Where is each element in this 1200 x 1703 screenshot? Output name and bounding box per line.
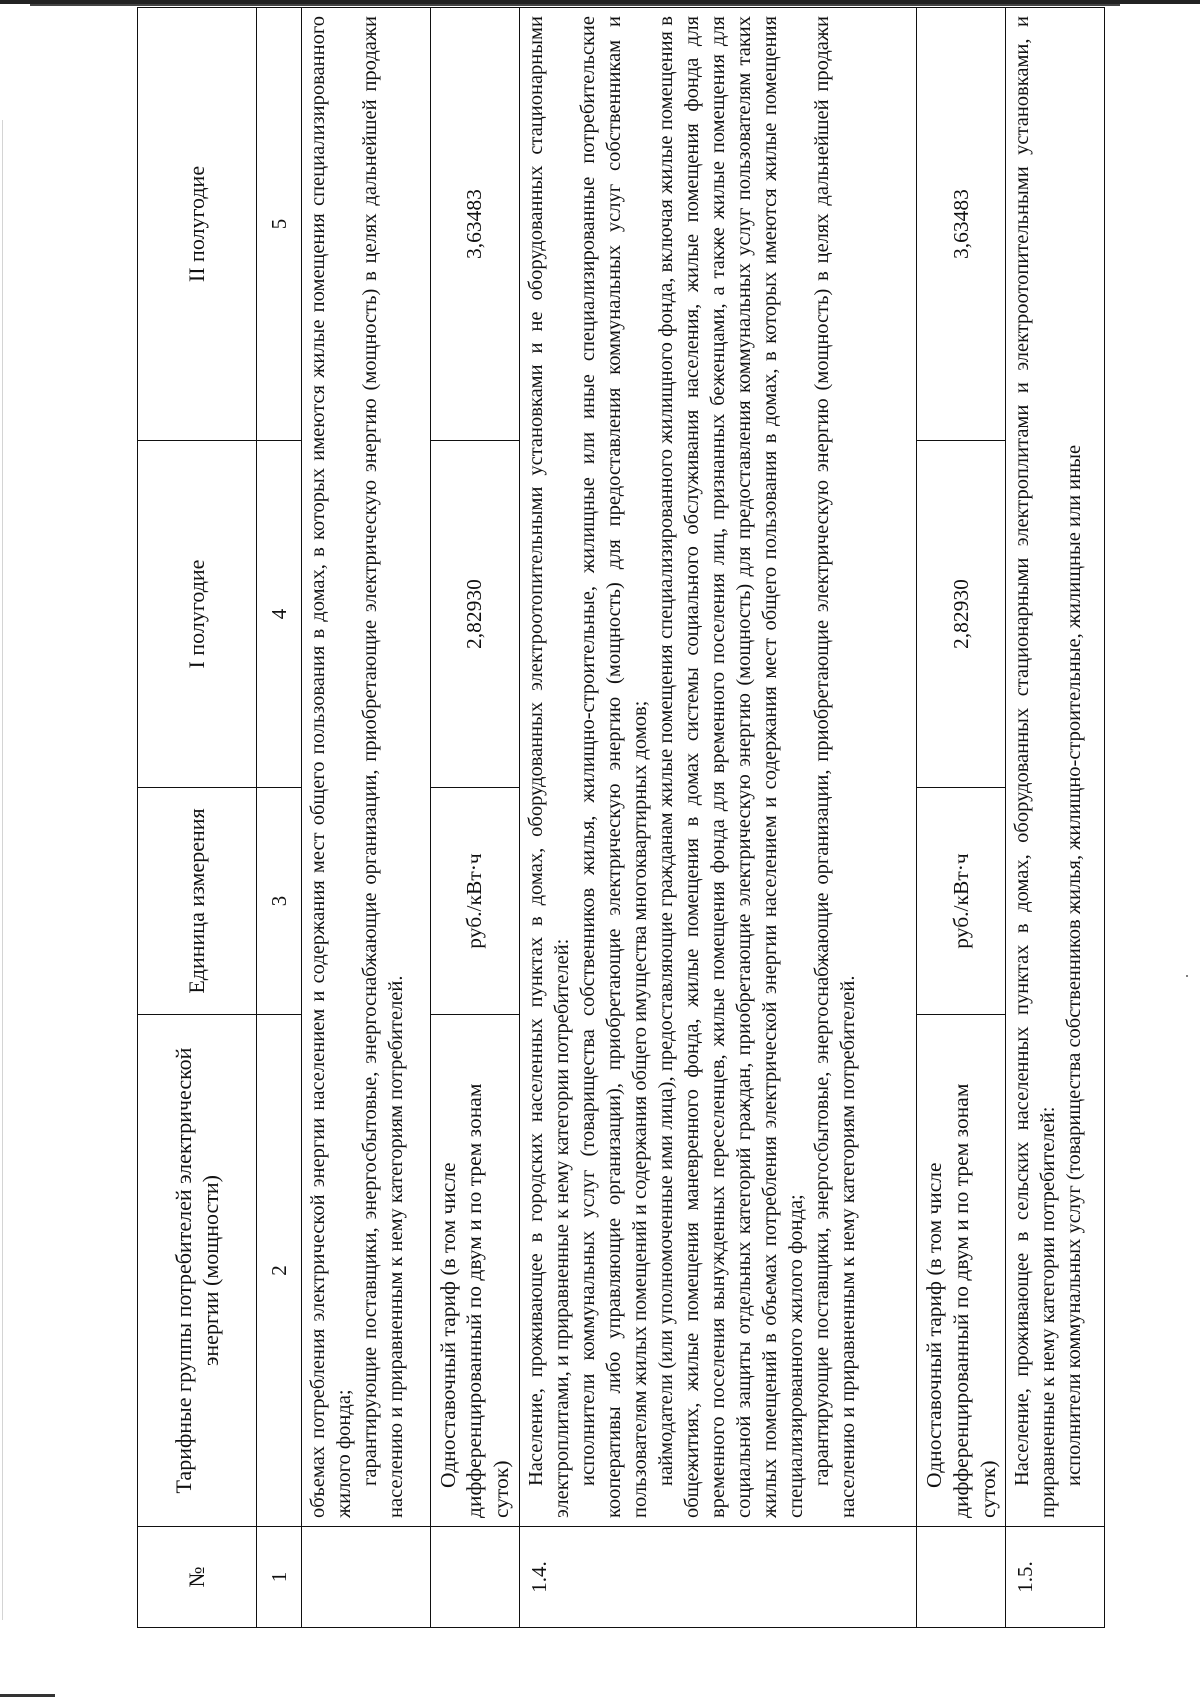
header-group: Тарифные группы потребителей электрической энергии (мощности): [138, 1015, 257, 1527]
row-1-4-p1: Население, проживающее в городских населенных пунктах в домах, оборудованных электроотопительными установками и не оборудованных стационарными электроплитами, и приравненные к нему категории потребителей:: [524, 16, 573, 1518]
tariff-row-2-label: Одноставочный тариф (в том числе дифференцированный по двум и по трем зонам суток): [917, 1015, 1006, 1527]
row-1-4-p2: исполнители коммунальных услуг (товарищества собственников жилья, жилищно-строительные, жилищные или иные специализированные потребительские кооперативы либо управляющие организации), приобретающие электрическую энергию (мощность) для предоставления коммунальных услуг собственникам и пользователям жилых помещений и содержания общего имущества многоквартирных домов;: [576, 16, 651, 1518]
continuation-no-cell: [302, 1527, 431, 1628]
tariff-table: [137, 7, 1105, 1628]
tariff-row-2-h1: 2,82930: [917, 441, 1006, 788]
header-no: №: [138, 1527, 257, 1628]
row-1-5-p1: Население, проживающее в сельских населенных пунктах в домах, оборудованных стационарными электроплитами и электроотопительными установками, и приравненные к нему категории потребителей:: [1011, 16, 1060, 1518]
header-first-half: I полугодие: [138, 441, 257, 788]
header-second-half: II полугодие: [138, 8, 257, 441]
tariff-row-2: [917, 8, 1006, 1628]
row-1-5-p2: исполнители коммунальных услуг (товарищества собственников жилья, жилищно-строительные, жилищные или иные: [1063, 444, 1086, 1486]
tariff-row-1: [430, 8, 519, 1628]
scan-speck: [1186, 975, 1188, 977]
row-1-5: [1006, 8, 1105, 1628]
colnum-5: 5: [257, 8, 302, 441]
row-1-5-no: 1.5.: [1006, 1527, 1105, 1628]
tariff-row-2-h2: 3,63483: [917, 8, 1006, 441]
tariff-row-2-unit: руб./кВт·ч: [917, 788, 1006, 1015]
header-row: [138, 8, 257, 1628]
tariff-row-1-no-cell: [430, 1527, 519, 1628]
row-1-4-text: [519, 8, 917, 1527]
header-unit: Единица измерения: [138, 788, 257, 1015]
tariff-row-1-label: Одноставочный тариф (в том числе дифференцированный по двум и по трем зонам суток): [430, 1015, 519, 1527]
continuation-p2: гарантирующие поставщики, энергосбытовые, энергоснабжающие организации, приобретающие электрическую энергию (мощность) в целях дальнейшей продажи населению и приравненным к нему категориям потребителей.: [359, 16, 408, 1518]
colnum-2: 2: [257, 1015, 302, 1527]
rotated-page: [137, 16, 1105, 1628]
row-1-5-text: [1006, 8, 1105, 1527]
scan-page-edge: [2, 120, 3, 1620]
tariff-row-1-h2: 3,63483: [430, 8, 519, 441]
colnum-4: 4: [257, 441, 302, 788]
row-1-4-no: 1.4.: [519, 1527, 917, 1628]
scan-bottom-mark: [0, 1694, 55, 1697]
tariff-row-1-unit: руб./кВт·ч: [430, 788, 519, 1015]
row-1-4-p4: гарантирующие поставщики, энергосбытовые, энергоснабжающие организации, приобретающие электрическую энергию (мощность) в целях дальнейшей продажи населению и приравненным к нему категориям потребителей.: [810, 16, 860, 1518]
row-1-4: [519, 8, 917, 1628]
row-1-4-p3: наймодатели (или уполномоченные ими лица), предоставляющие гражданам жилые помещения специализированного жилищного фонда, включая жилые помещения в общежитиях, жилые помещения маневренного фонда, жилые помещения в домах системы социального обслуживания населения, жилые помещения фонда для временного поселения вынужденных переселенцев, жилые помещения фонда для временного поселения лиц, признанных беженцами, а также жилые помещения для социальной защиты отдельных категорий граждан, приобретающие электрическую энергию (мощность) для предоставления коммунальных услуг пользователям таких жилых помещений в объемах потребления электрической энергии населением и содержания мест общего пользования в домах, в которых имеются жилые помещения специализированного жилого фонда;: [654, 16, 807, 1518]
column-number-row: [257, 8, 302, 1628]
tariff-row-1-h1: 2,82930: [430, 441, 519, 788]
colnum-1: 1: [257, 1527, 302, 1628]
scan-top-rule: [30, 4, 1120, 6]
continuation-text: [302, 8, 431, 1527]
continuation-p1: объемах потребления электрической энергии населением и содержания мест общего пользования в домах, в которых имеются жилые помещения специализированного жилого фонда;: [307, 16, 356, 1518]
continuation-row: [302, 8, 431, 1628]
tariff-row-2-no-cell: [917, 1527, 1006, 1628]
colnum-3: 3: [257, 788, 302, 1015]
